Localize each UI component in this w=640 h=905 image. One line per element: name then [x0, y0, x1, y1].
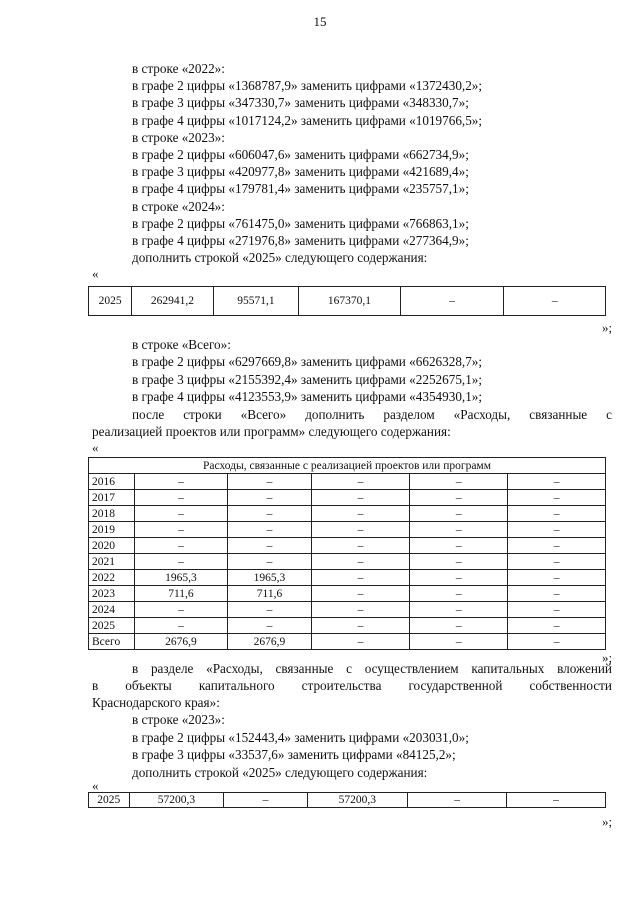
value-cell: –	[228, 602, 311, 618]
value-cell: –	[508, 522, 606, 538]
table-cell: 167370,1	[299, 287, 401, 316]
amendment-line: в графе 2 цифры «152443,4» заменить цифрами «203031,0»;	[132, 729, 469, 745]
value-cell: –	[508, 506, 606, 522]
amendment-line: в графе 2 цифры «606047,6» заменить цифрами «662734,9»;	[132, 147, 469, 162]
open-quote-1: «	[92, 266, 99, 281]
amendment-line: в графе 2 цифры «6297669,8» заменить цифрами «6626328,7»;	[132, 354, 483, 370]
amendment-line: в строке «2022»:	[132, 61, 225, 76]
table-row	[89, 538, 606, 554]
value-cell: –	[508, 586, 606, 602]
amendment-line: в графе 3 цифры «33537,6» заменить цифрами «84125,2»;	[132, 747, 456, 762]
value-cell: –	[228, 554, 311, 570]
value-cell: –	[134, 554, 228, 570]
paragraph-capital-line3: Краснодарского края»:	[92, 695, 220, 710]
paragraph-capital-line1: в разделе «Расходы, связанные с осуществлением капитальных вложений	[132, 661, 612, 676]
value-cell: –	[410, 554, 508, 570]
amendment-line: в графе 3 цифры «347330,7» заменить цифрами «348330,7»;	[132, 95, 469, 111]
year-cell: 2023	[89, 586, 135, 602]
value-cell: –	[134, 522, 228, 538]
paragraph-section-add-line1: после строки «Всего» дополнить разделом «Расходы, связанные с	[132, 407, 612, 422]
table-row	[89, 618, 606, 634]
value-cell: –	[508, 570, 606, 586]
value-cell: –	[410, 634, 508, 650]
value-cell: –	[508, 490, 606, 506]
table-cell: 95571,1	[213, 287, 298, 316]
table-cell: –	[400, 287, 504, 316]
value-cell: –	[410, 538, 508, 554]
year-cell: 2019	[89, 522, 135, 538]
value-cell: –	[311, 490, 410, 506]
table-cell: –	[504, 287, 606, 316]
value-cell: –	[311, 522, 410, 538]
close-quote-1: »;	[602, 320, 613, 335]
table-cell: –	[224, 793, 307, 808]
table-row	[89, 506, 606, 522]
value-cell: –	[311, 538, 410, 554]
value-cell: 1965,3	[228, 570, 311, 586]
table-row	[89, 602, 606, 618]
value-cell: –	[410, 522, 508, 538]
value-cell: 711,6	[134, 586, 228, 602]
amendment-line: в графе 4 цифры «179781,4» заменить цифрами «235757,1»;	[132, 181, 469, 197]
value-cell: –	[134, 618, 228, 634]
table-cell: 2025	[89, 287, 132, 316]
value-cell: –	[228, 522, 311, 538]
open-quote-2: «	[92, 440, 99, 455]
year-cell: 2025	[89, 618, 135, 634]
amendment-line: в графе 4 цифры «1017124,2» заменить цифрами «1019766,5»;	[132, 112, 483, 128]
value-cell: –	[508, 634, 606, 650]
value-cell: –	[410, 506, 508, 522]
amendment-line: в строке «Всего»:	[132, 337, 231, 352]
value-cell: –	[228, 618, 311, 634]
table-row	[89, 474, 606, 490]
amendment-line: дополнить строкой «2025» следующего содержания:	[132, 764, 428, 780]
table-row	[89, 490, 606, 506]
table-cell: 262941,2	[132, 287, 213, 316]
value-cell: –	[311, 554, 410, 570]
paragraph-capital-line2: в объекты капитального строительства государственной собственности	[92, 678, 612, 693]
table-row	[89, 554, 606, 570]
value-cell: –	[228, 538, 311, 554]
value-cell: –	[134, 474, 228, 490]
amendment-line: в графе 2 цифры «1368787,9» заменить цифрами «1372430,2»;	[132, 78, 483, 94]
amendment-line: в строке «2024»:	[132, 198, 225, 214]
table-row	[89, 570, 606, 586]
table-row	[89, 634, 606, 650]
value-cell: –	[311, 618, 410, 634]
value-cell: –	[134, 490, 228, 506]
year-cell: 2021	[89, 554, 135, 570]
value-cell: –	[508, 538, 606, 554]
value-cell: 2676,9	[134, 634, 228, 650]
amendment-line: в графе 2 цифры «761475,0» заменить цифрами «766863,1»;	[132, 215, 469, 231]
value-cell: 711,6	[228, 586, 311, 602]
value-cell: –	[311, 586, 410, 602]
value-cell: –	[410, 618, 508, 634]
year-cell: Всего	[89, 634, 135, 650]
value-cell: –	[134, 538, 228, 554]
year-cell: 2022	[89, 570, 135, 586]
value-cell: –	[508, 474, 606, 490]
row-2025-table	[88, 286, 606, 316]
value-cell: –	[311, 506, 410, 522]
value-cell: 2676,9	[228, 634, 311, 650]
value-cell: –	[508, 618, 606, 634]
page-number: 15	[313, 14, 327, 29]
value-cell: –	[228, 474, 311, 490]
close-quote-2: »;	[602, 650, 613, 665]
table-cell: –	[408, 793, 507, 808]
value-cell: –	[311, 570, 410, 586]
value-cell: –	[410, 490, 508, 506]
table-cell: 57200,3	[129, 793, 224, 808]
year-cell: 2024	[89, 602, 135, 618]
table-header: Расходы, связанные с реализацией проектов или программ	[89, 458, 606, 474]
table-cell: 2025	[89, 793, 130, 808]
table-row	[89, 522, 606, 538]
year-cell: 2017	[89, 490, 135, 506]
value-cell: –	[311, 474, 410, 490]
paragraph-section-add-line2: реализацией проектов или программ» следующего содержания:	[92, 424, 451, 439]
value-cell: –	[410, 474, 508, 490]
value-cell: –	[311, 602, 410, 618]
value-cell: –	[228, 490, 311, 506]
year-cell: 2018	[89, 506, 135, 522]
amendment-line: в строке «2023»:	[132, 712, 225, 727]
amendment-line: в графе 3 цифры «2155392,4» заменить цифрами «2252675,1»;	[132, 371, 483, 387]
row-2025-capital-table	[88, 792, 606, 808]
value-cell: –	[508, 602, 606, 618]
projects-expenses-table	[88, 457, 606, 650]
value-cell: –	[410, 602, 508, 618]
amendment-line: в графе 3 цифры «420977,8» заменить цифрами «421689,4»;	[132, 164, 469, 180]
year-cell: 2016	[89, 474, 135, 490]
year-cell: 2020	[89, 538, 135, 554]
value-cell: –	[134, 602, 228, 618]
value-cell: –	[410, 586, 508, 602]
table-cell: 57200,3	[307, 793, 408, 808]
amendment-line: в строке «2023»:	[132, 129, 225, 145]
value-cell: –	[508, 554, 606, 570]
close-quote-3: »;	[602, 814, 613, 829]
value-cell: –	[311, 634, 410, 650]
value-cell: –	[410, 570, 508, 586]
table-cell: –	[507, 793, 606, 808]
amendment-line: дополнить строкой «2025» следующего содержания:	[132, 250, 428, 266]
value-cell: 1965,3	[134, 570, 228, 586]
value-cell: –	[228, 506, 311, 522]
value-cell: –	[134, 506, 228, 522]
amendment-line: в графе 4 цифры «4123553,9» заменить цифрами «4354930,1»;	[132, 389, 483, 405]
amendment-line: в графе 4 цифры «271976,8» заменить цифрами «277364,9»;	[132, 233, 469, 248]
table-row	[89, 586, 606, 602]
open-quote-3: «	[92, 778, 99, 793]
